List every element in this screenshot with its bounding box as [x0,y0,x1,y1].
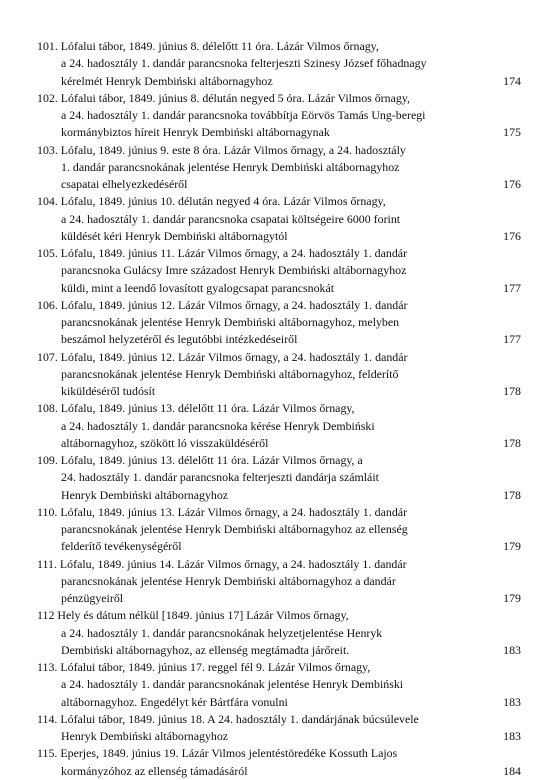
toc-entry-page-number: 184 [503,763,521,778]
toc-entry [37,193,521,245]
toc-entry-continuation: Henryk Dembiński altábornagyhoz [61,487,229,502]
toc-entry-number: 105. [37,246,58,260]
toc-entry [37,745,521,780]
toc-entry [37,607,521,659]
toc-entry-number: 102. [37,90,58,105]
toc-entry [37,90,521,142]
toc-entry-number: 108. [37,401,58,416]
toc-entry-title [37,245,521,262]
toc-entry-continuation: parancsnoka Gulácsy Imre századost Henryk Dembiński altábornagyhoz [61,263,407,278]
toc-entry-continuation: felderítő tevékenységéről [61,539,182,554]
toc-entry-title [37,193,521,210]
toc-entry-title [37,711,521,728]
toc-entry-continuation: parancsnokának jelentése Henryk Dembiński altábornagyhoz, melyben [61,315,400,329]
toc-entry-continuation: a 24. hadosztály 1. dandár parancsnoka továbbítja Eörvös Tamás Ung-beregi [61,108,426,122]
toc-entry-continuation: kormánybiztos híreit Henryk Dembiński altábornagynak [61,125,330,140]
toc-entry-heading: Lófalu, 1849. június 10. délután negyed 4 óra. Lázár Vilmos őrnagy, [60,194,386,209]
toc-entry-continuation: a 24. hadosztály 1. dandár parancsnoka csapatai költségeire 6000 forint [61,211,401,226]
toc-entry-continuation: kérelmét Henryk Dembiński altábornagyhoz [61,73,273,88]
toc-entry-number: 112 [37,608,55,623]
toc-entry-page-number: 179 [503,539,521,554]
toc-entry-continuation: parancsnokának jelentése Henryk Dembiński altábornagyhoz a dandár [61,573,396,588]
toc-entry-number: 113. [37,660,58,674]
toc-entry-continuation: Dembiński altábornagyhoz, az ellenség megtámadta járőreit. [61,642,350,657]
toc-entry-heading: Lófalu, 1849. június 12. Lázár Vilmos őrnagy, a 24. hadosztály 1. dandár [60,297,408,312]
toc-entry-page-number: 177 [503,332,521,347]
toc-entry-heading: Eperjes, 1849. június 19. Lázár Vilmos jelentéstöredéke Kossuth Lajos [60,746,398,761]
toc-entry-continuation: küldi, mint a leendő lovasított gyalogcsapat parancsnokát [61,280,335,295]
toc-entry-heading: Lófalu, 1849. június 13. Lázár Vilmos őrnagy, a 24. hadosztály 1. dandár [60,504,408,519]
toc-entry-page-number: 183 [503,694,521,709]
toc-entry-heading: Lófalui tábor, 1849. június 8. délután negyed 5 óra. Lázár Vilmos őrnagy, [60,90,410,105]
toc-entry-title [37,297,521,314]
toc-entry-page-number: 178 [503,487,521,502]
toc-entry [37,504,521,556]
toc-entry-heading: Lófalui tábor, 1849. június 18. A 24. hadosztály 1. dandárjának búcsúlevele [60,711,419,726]
toc-entry-continuation: a 24. hadosztály 1. dandár parancsnokának helyzetjelentése Henryk [61,625,383,640]
toc-entry-title [37,556,521,573]
toc-entry-title [37,400,521,417]
toc-entry [37,142,521,194]
toc-entry-heading: Lófalui tábor, 1849. június 8. délelőtt 11 óra. Lázár Vilmos őrnagy, [60,39,379,53]
toc-entry-continuation: parancsnokának jelentése Henryk Dembiński altábornagyhoz az ellenség [61,522,408,536]
toc-entry-number: 109. [37,453,58,467]
table-of-contents [37,38,521,780]
toc-entry-continuation: pénzügyeiről [61,591,124,605]
toc-entry-page-number: 176 [503,177,521,191]
toc-entry-title [37,504,521,521]
toc-entry-continuation: kiküldéséről tudósít [61,384,156,398]
toc-entry [37,452,521,504]
toc-entry-title [37,607,521,624]
toc-entry-page-number: 174 [503,73,521,88]
toc-entry [37,659,521,711]
toc-entry-continuation: kormányzóhoz az ellenség támadásáról [61,763,248,778]
toc-entry-title [37,745,521,762]
toc-entry-number: 103. [37,142,58,157]
toc-entry-continuation: a 24. hadosztály 1. dandár parancsnoka kérése Henryk Dembiński [61,418,375,433]
toc-entry-page-number: 178 [503,384,521,398]
toc-entry-heading: Lófalu, 1849. június 9. este 8 óra. Lázár Vilmos őrnagy, a 24. hadosztály [60,142,406,157]
toc-entry-continuation: a 24. hadosztály 1. dandár parancsnokának jelentése Henryk Dembiński [61,677,404,692]
toc-entry-continuation: altábornagyhoz, szökött ló visszaküldéséről [61,435,269,450]
toc-entry-heading: Lófalu, 1849. június 12. Lázár Vilmos őrnagy, a 24. hadosztály 1. dandár [60,349,408,364]
toc-entry-heading: Lófalu, 1849. június 13. délelőtt 11 óra. Lázár Vilmos őrnagy, a [60,453,363,467]
toc-entry-title [37,452,521,469]
toc-entry [37,349,521,401]
toc-entry-number: 104. [37,194,58,209]
toc-entry [37,556,521,608]
toc-entry-page-number: 178 [503,435,521,450]
toc-entry-page-number: 183 [503,729,521,743]
toc-entry-number: 106. [37,297,58,312]
toc-entry-continuation: beszámol helyzetéről és legutóbbi intézkedéseiről [61,332,298,347]
toc-entry [37,38,521,90]
toc-entry-continuation: Henryk Dembiński altábornagyhoz [61,729,229,743]
toc-entry [37,711,521,746]
toc-entry [37,400,521,452]
toc-entry-page-number: 179 [503,591,521,605]
toc-entry-continuation: csapatai elhelyezkedéséről [61,177,188,191]
toc-entry-number: 101. [37,39,58,53]
toc-entry-continuation: altábornagyhoz. Engedélyt kér Bártfára vonulni [61,694,288,709]
toc-entry-page-number: 177 [503,280,521,295]
toc-entry-continuation: parancsnokának jelentése Henryk Dembiński altábornagyhoz, felderítő [61,366,399,381]
toc-entry-title [37,90,521,107]
toc-entry-heading: Lófalu, 1849. június 11. Lázár Vilmos őrnagy, a 24. hadosztály 1. dandár [60,246,408,260]
toc-entry-heading: Lófalui tábor, 1849. június 17. reggel fél 9. Lázár Vilmos őrnagy, [60,660,371,674]
toc-entry-heading: Hely és dátum nélkül [1849. június 17] Lázár Vilmos őrnagy, [57,608,349,623]
toc-entry [37,297,521,349]
toc-entry [37,245,521,297]
toc-entry-title [37,38,521,55]
toc-entry-number: 107. [37,349,58,364]
toc-entry-continuation: a 24. hadosztály 1. dandár parancsnoka felterjeszti Szinesy József főhadnagy [61,56,427,71]
toc-entry-heading: Lófalu, 1849. június 13. délelőtt 11 óra. Lázár Vilmos őrnagy, [60,401,355,416]
toc-entry-title [37,349,521,366]
toc-entry-continuation: 24. hadosztály 1. dandár parancsnoka felterjeszti dandárja számláit [61,470,379,485]
toc-entry-continuation: küldését kéri Henryk Dembiński altábornagytól [61,228,288,243]
toc-entry-title [37,659,521,676]
toc-entry-continuation: 1. dandár parancsnokának jelentése Henryk Dembiński altábornagyhoz [61,159,400,174]
toc-entry-page-number: 183 [503,642,521,657]
toc-entry-number: 111. [37,556,57,571]
toc-entry-page-number: 176 [503,228,521,243]
toc-entry-title [37,142,521,159]
toc-entry-number: 114. [37,711,58,726]
toc-entry-number: 115. [37,746,58,761]
toc-entry-heading: Lófalu, 1849. június 14. Lázár Vilmos őrnagy, a 24. hadosztály 1. dandár [59,556,407,571]
toc-entry-number: 110. [37,504,58,519]
toc-entry-page-number: 175 [503,125,521,140]
